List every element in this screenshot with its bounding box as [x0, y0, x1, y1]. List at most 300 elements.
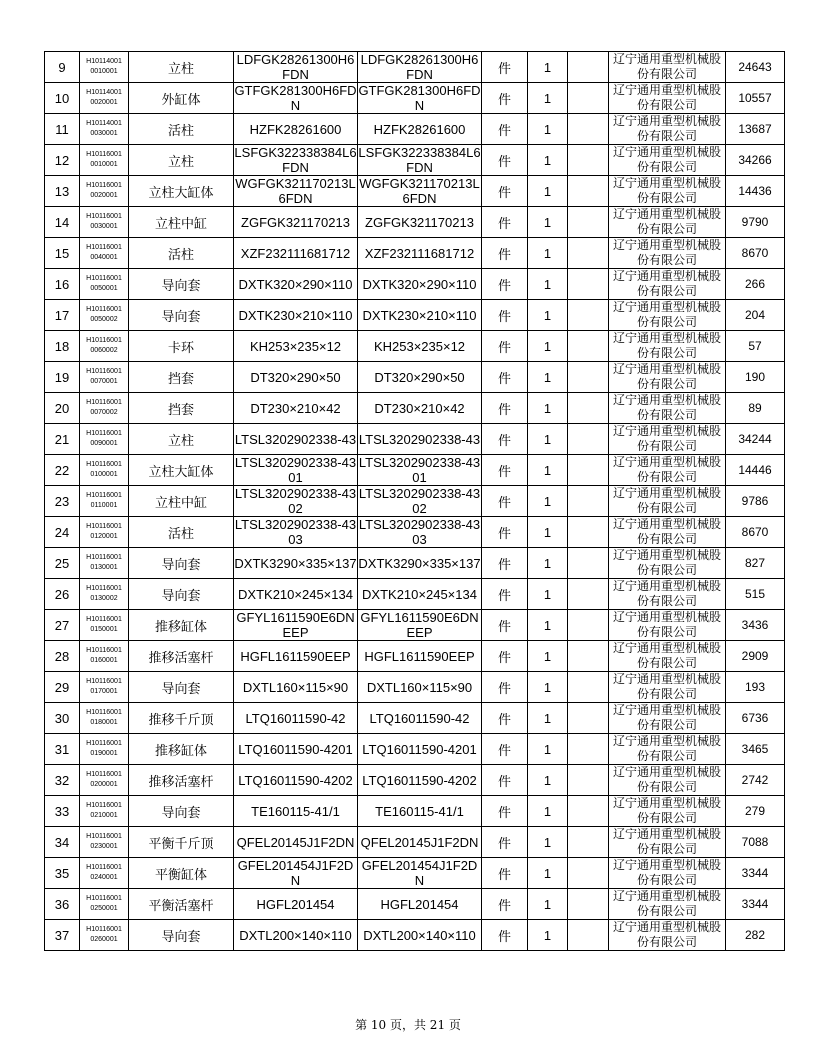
drawing-number: GFEL201454J1F2DN [358, 858, 482, 889]
drawing-number: LTSL3202902338-4303 [358, 517, 481, 547]
unit: 件 [482, 827, 528, 858]
part-spec: DXTL160×115×90 [234, 672, 358, 703]
row-number: 15 [45, 238, 80, 269]
quantity: 1 [528, 672, 568, 703]
material-code [80, 83, 129, 114]
blank-cell [568, 145, 609, 176]
part-spec: DXTK320×290×110 [234, 269, 358, 300]
material-code-line: 0050002 [90, 316, 118, 323]
material-code-line: 0020001 [90, 99, 118, 106]
material-code [80, 331, 129, 362]
blank-cell [568, 176, 609, 207]
table-row [45, 331, 785, 362]
manufacturer: 辽宁通用重型机械股份有限公司 [609, 889, 726, 920]
part-name: 立柱 [129, 52, 234, 83]
material-code-line: 0050001 [90, 285, 118, 292]
blank-cell [568, 703, 609, 734]
row-number: 23 [45, 486, 80, 517]
blank-cell [568, 393, 609, 424]
material-code-line: H10116001 [86, 647, 122, 654]
part-name: 活柱 [129, 517, 234, 548]
material-code [80, 362, 129, 393]
blank-cell [568, 517, 609, 548]
price: 10557 [726, 83, 785, 114]
material-code-line: H10116001 [86, 213, 122, 220]
price: 282 [726, 920, 785, 951]
price: 190 [726, 362, 785, 393]
part-name: 挡套 [129, 393, 234, 424]
material-code [80, 889, 129, 920]
price: 7088 [726, 827, 785, 858]
part-name: 立柱中缸 [129, 486, 234, 517]
price: 3344 [726, 889, 785, 920]
material-code-line: 0010001 [90, 68, 118, 75]
material-code-line: H10116001 [86, 244, 122, 251]
material-code [80, 734, 129, 765]
table-row [45, 889, 785, 920]
row-number: 13 [45, 176, 80, 207]
blank-cell [568, 827, 609, 858]
blank-cell [568, 920, 609, 951]
row-number: 32 [45, 765, 80, 796]
blank-cell [568, 269, 609, 300]
unit: 件 [482, 579, 528, 610]
drawing-number: ZGFGK321170213 [358, 207, 482, 238]
part-spec: HZFK28261600 [234, 114, 358, 145]
quantity: 1 [528, 207, 568, 238]
quantity: 1 [528, 548, 568, 579]
unit: 件 [482, 920, 528, 951]
part-spec: DXTL200×140×110 [234, 920, 358, 951]
manufacturer: 辽宁通用重型机械股份有限公司 [609, 827, 726, 858]
row-number: 18 [45, 331, 80, 362]
row-number: 19 [45, 362, 80, 393]
drawing-number: DT230×210×42 [358, 393, 482, 424]
drawing-number: DXTL200×140×110 [358, 920, 482, 951]
quantity: 1 [528, 238, 568, 269]
material-code-line: 0180001 [90, 719, 118, 726]
quantity: 1 [528, 889, 568, 920]
manufacturer: 辽宁通用重型机械股份有限公司 [609, 796, 726, 827]
table-row [45, 641, 785, 672]
price: 3465 [726, 734, 785, 765]
table-row [45, 796, 785, 827]
material-code-line: 0030001 [90, 223, 118, 230]
blank-cell [568, 796, 609, 827]
part-name: 导向套 [129, 548, 234, 579]
row-number: 26 [45, 579, 80, 610]
unit: 件 [482, 796, 528, 827]
price: 9786 [726, 486, 785, 517]
part-spec: LTSL3202902338-4303 [234, 517, 357, 547]
row-number: 9 [45, 52, 80, 83]
blank-cell [568, 734, 609, 765]
table-row [45, 672, 785, 703]
material-code [80, 238, 129, 269]
quantity: 1 [528, 83, 568, 114]
quantity: 1 [528, 610, 568, 641]
material-code [80, 269, 129, 300]
price: 34244 [726, 424, 785, 455]
table-row [45, 114, 785, 145]
manufacturer: 辽宁通用重型机械股份有限公司 [609, 455, 726, 486]
row-number: 12 [45, 145, 80, 176]
table-row [45, 207, 785, 238]
manufacturer: 辽宁通用重型机械股份有限公司 [609, 176, 726, 207]
part-spec: DXTK210×245×134 [234, 579, 358, 610]
manufacturer: 辽宁通用重型机械股份有限公司 [609, 331, 726, 362]
row-number: 24 [45, 517, 80, 548]
material-code-line: 0070001 [90, 378, 118, 385]
unit: 件 [482, 765, 528, 796]
table-row [45, 362, 785, 393]
price: 24643 [726, 52, 785, 83]
quantity: 1 [528, 827, 568, 858]
manufacturer: 辽宁通用重型机械股份有限公司 [609, 765, 726, 796]
drawing-number: LTQ16011590-4202 [358, 765, 482, 796]
drawing-number: LTSL3202902338-43 [358, 424, 482, 455]
row-number: 16 [45, 269, 80, 300]
row-number: 36 [45, 889, 80, 920]
quantity: 1 [528, 765, 568, 796]
part-spec: DT230×210×42 [234, 393, 358, 424]
manufacturer: 辽宁通用重型机械股份有限公司 [609, 52, 726, 83]
quantity: 1 [528, 703, 568, 734]
table-row [45, 83, 785, 114]
unit: 件 [482, 176, 528, 207]
part-name: 活柱 [129, 238, 234, 269]
row-number: 25 [45, 548, 80, 579]
unit: 件 [482, 672, 528, 703]
material-code [80, 827, 129, 858]
price: 13687 [726, 114, 785, 145]
manufacturer: 辽宁通用重型机械股份有限公司 [609, 641, 726, 672]
blank-cell [568, 765, 609, 796]
material-code-line: H10116001 [86, 182, 122, 189]
material-code-line: H10116001 [86, 709, 122, 716]
unit: 件 [482, 207, 528, 238]
part-spec: LTQ16011590-4202 [234, 765, 358, 796]
price: 8670 [726, 517, 785, 548]
material-code-line: H10116001 [86, 523, 122, 530]
material-code-line: 0240001 [90, 874, 118, 881]
quantity: 1 [528, 331, 568, 362]
part-spec: GFYL1611590E6DNEEP [234, 610, 358, 641]
row-number: 33 [45, 796, 80, 827]
part-name: 外缸体 [129, 83, 234, 114]
price: 279 [726, 796, 785, 827]
manufacturer: 辽宁通用重型机械股份有限公司 [609, 734, 726, 765]
price: 57 [726, 331, 785, 362]
blank-cell [568, 362, 609, 393]
part-spec: HGFL201454 [234, 889, 358, 920]
price: 8670 [726, 238, 785, 269]
manufacturer: 辽宁通用重型机械股份有限公司 [609, 238, 726, 269]
material-code-line: 0090001 [90, 440, 118, 447]
blank-cell [568, 610, 609, 641]
material-code [80, 455, 129, 486]
drawing-number: GTFGK281300H6FDN [358, 83, 481, 113]
material-code [80, 765, 129, 796]
material-code-line: H10116001 [86, 864, 122, 871]
material-code [80, 703, 129, 734]
material-code [80, 610, 129, 641]
part-spec: WGFGK321170213L6FDN [235, 176, 356, 206]
part-name: 立柱大缸体 [129, 455, 234, 486]
price: 204 [726, 300, 785, 331]
row-number: 37 [45, 920, 80, 951]
material-code-line: 0120001 [90, 533, 118, 540]
manufacturer: 辽宁通用重型机械股份有限公司 [609, 114, 726, 145]
unit: 件 [482, 238, 528, 269]
material-code-line: 0060002 [90, 347, 118, 354]
blank-cell [568, 455, 609, 486]
quantity: 1 [528, 362, 568, 393]
material-code-line: 0200001 [90, 781, 118, 788]
row-number: 34 [45, 827, 80, 858]
part-spec: LTQ16011590-42 [234, 703, 358, 734]
quantity: 1 [528, 641, 568, 672]
row-number: 14 [45, 207, 80, 238]
row-number: 29 [45, 672, 80, 703]
part-name: 立柱中缸 [129, 207, 234, 238]
quantity: 1 [528, 424, 568, 455]
price: 193 [726, 672, 785, 703]
manufacturer: 辽宁通用重型机械股份有限公司 [609, 672, 726, 703]
quantity: 1 [528, 176, 568, 207]
material-code [80, 207, 129, 238]
part-spec: TE160115-41/1 [234, 796, 358, 827]
price: 3344 [726, 858, 785, 889]
unit: 件 [482, 517, 528, 548]
part-name: 导向套 [129, 300, 234, 331]
table-row [45, 424, 785, 455]
material-code [80, 579, 129, 610]
part-name: 立柱 [129, 145, 234, 176]
quantity: 1 [528, 858, 568, 889]
quantity: 1 [528, 455, 568, 486]
part-spec: LTSL3202902338-4302 [234, 486, 357, 516]
manufacturer: 辽宁通用重型机械股份有限公司 [609, 703, 726, 734]
material-code-line: 0130002 [90, 595, 118, 602]
material-code-line: 0170001 [90, 688, 118, 695]
material-code-line: H10116001 [86, 399, 122, 406]
unit: 件 [482, 703, 528, 734]
part-name: 平衡千斤顶 [129, 827, 234, 858]
material-code-line: H10116001 [86, 306, 122, 313]
material-code [80, 672, 129, 703]
unit: 件 [482, 300, 528, 331]
material-code-line: 0070002 [90, 409, 118, 416]
unit: 件 [482, 393, 528, 424]
table-row [45, 734, 785, 765]
material-code [80, 517, 129, 548]
table-row [45, 579, 785, 610]
part-spec: LTQ16011590-4201 [234, 734, 358, 765]
material-code [80, 176, 129, 207]
manufacturer: 辽宁通用重型机械股份有限公司 [609, 548, 726, 579]
table-row [45, 765, 785, 796]
manufacturer: 辽宁通用重型机械股份有限公司 [609, 83, 726, 114]
row-number: 20 [45, 393, 80, 424]
material-code-line: H10116001 [86, 337, 122, 344]
unit: 件 [482, 641, 528, 672]
table-row [45, 300, 785, 331]
part-spec: DXTK230×210×110 [234, 300, 358, 331]
row-number: 31 [45, 734, 80, 765]
manufacturer: 辽宁通用重型机械股份有限公司 [609, 579, 726, 610]
part-spec: LTSL3202902338-4301 [234, 455, 357, 485]
blank-cell [568, 486, 609, 517]
part-spec: GFEL201454J1F2DN [234, 858, 358, 889]
part-spec: ZGFGK321170213 [234, 207, 358, 238]
part-name: 导向套 [129, 672, 234, 703]
row-number: 22 [45, 455, 80, 486]
unit: 件 [482, 610, 528, 641]
part-name: 导向套 [129, 579, 234, 610]
price: 9790 [726, 207, 785, 238]
part-spec: GTFGK281300H6FDN [234, 83, 357, 113]
part-name: 平衡缸体 [129, 858, 234, 889]
unit: 件 [482, 858, 528, 889]
part-name: 导向套 [129, 269, 234, 300]
price: 2909 [726, 641, 785, 672]
material-code [80, 548, 129, 579]
table-row [45, 145, 785, 176]
material-code-line: H10116001 [86, 740, 122, 747]
drawing-number: LTSL3202902338-4302 [358, 486, 481, 516]
material-code-line: 0040001 [90, 254, 118, 261]
table-row [45, 920, 785, 951]
quantity: 1 [528, 486, 568, 517]
material-code-line: H10116001 [86, 430, 122, 437]
drawing-number: TE160115-41/1 [358, 796, 482, 827]
part-spec: DXTK3290×335×137 [234, 548, 358, 579]
price: 34266 [726, 145, 785, 176]
material-code-line: 0010001 [90, 161, 118, 168]
material-code [80, 920, 129, 951]
material-code [80, 52, 129, 83]
part-name: 推移缸体 [129, 610, 234, 641]
part-name: 立柱大缸体 [129, 176, 234, 207]
material-code-line: 0160001 [90, 657, 118, 664]
price: 2742 [726, 765, 785, 796]
part-spec: LDFGK28261300H6FDN [234, 52, 358, 83]
quantity: 1 [528, 734, 568, 765]
material-code-line: 0100001 [90, 471, 118, 478]
material-code-line: 0020001 [90, 192, 118, 199]
part-spec: DT320×290×50 [234, 362, 358, 393]
table-row [45, 455, 785, 486]
blank-cell [568, 424, 609, 455]
blank-cell [568, 858, 609, 889]
material-code-line: H10114001 [86, 58, 122, 65]
quantity: 1 [528, 145, 568, 176]
drawing-number: LTSL3202902338-4301 [358, 455, 481, 485]
manufacturer: 辽宁通用重型机械股份有限公司 [609, 300, 726, 331]
drawing-number: HZFK28261600 [358, 114, 482, 145]
table-row [45, 176, 785, 207]
row-number: 21 [45, 424, 80, 455]
drawing-number: DXTK3290×335×137 [358, 548, 482, 579]
part-spec: XZF232111681712 [234, 238, 358, 269]
material-code [80, 114, 129, 145]
material-code [80, 145, 129, 176]
manufacturer: 辽宁通用重型机械股份有限公司 [609, 920, 726, 951]
blank-cell [568, 889, 609, 920]
drawing-number: WGFGK321170213L6FDN [359, 176, 480, 206]
quantity: 1 [528, 796, 568, 827]
parts-table-body [45, 52, 785, 951]
price: 3436 [726, 610, 785, 641]
material-code-line: 0260001 [90, 936, 118, 943]
material-code-line: H10116001 [86, 616, 122, 623]
quantity: 1 [528, 300, 568, 331]
page-footer: 第 10 页，共 21 页 [355, 1018, 461, 1032]
material-code-line: 0230001 [90, 843, 118, 850]
drawing-number: LSFGK322338384L6FDN [358, 145, 481, 175]
material-code-line: H10116001 [86, 802, 122, 809]
material-code-line: H10114001 [86, 89, 122, 96]
material-code-line: 0250001 [90, 905, 118, 912]
table-row [45, 269, 785, 300]
manufacturer: 辽宁通用重型机械股份有限公司 [609, 610, 726, 641]
material-code-line: 0110001 [90, 502, 118, 509]
price: 515 [726, 579, 785, 610]
quantity: 1 [528, 579, 568, 610]
price: 89 [726, 393, 785, 424]
table-row [45, 548, 785, 579]
quantity: 1 [528, 269, 568, 300]
material-code [80, 300, 129, 331]
part-name: 卡环 [129, 331, 234, 362]
blank-cell [568, 548, 609, 579]
part-name: 挡套 [129, 362, 234, 393]
unit: 件 [482, 83, 528, 114]
blank-cell [568, 300, 609, 331]
material-code [80, 393, 129, 424]
material-code-line: H10116001 [86, 275, 122, 282]
price: 14446 [726, 455, 785, 486]
table-row [45, 827, 785, 858]
drawing-number: DXTK210×245×134 [358, 579, 482, 610]
drawing-number: HGFL1611590EEP [358, 641, 482, 672]
row-number: 11 [45, 114, 80, 145]
manufacturer: 辽宁通用重型机械股份有限公司 [609, 393, 726, 424]
table-row [45, 858, 785, 889]
quantity: 1 [528, 114, 568, 145]
blank-cell [568, 52, 609, 83]
blank-cell [568, 331, 609, 362]
blank-cell [568, 114, 609, 145]
price: 827 [726, 548, 785, 579]
drawing-number: LTQ16011590-42 [358, 703, 482, 734]
material-code-line: H10116001 [86, 368, 122, 375]
unit: 件 [482, 424, 528, 455]
table-row [45, 703, 785, 734]
manufacturer: 辽宁通用重型机械股份有限公司 [609, 517, 726, 548]
drawing-number: DXTK230×210×110 [358, 300, 482, 331]
table-row [45, 238, 785, 269]
row-number: 30 [45, 703, 80, 734]
material-code-line: H10116001 [86, 833, 122, 840]
manufacturer: 辽宁通用重型机械股份有限公司 [609, 207, 726, 238]
table-row [45, 486, 785, 517]
price: 14436 [726, 176, 785, 207]
price: 6736 [726, 703, 785, 734]
part-name: 平衡活塞杆 [129, 889, 234, 920]
unit: 件 [482, 889, 528, 920]
